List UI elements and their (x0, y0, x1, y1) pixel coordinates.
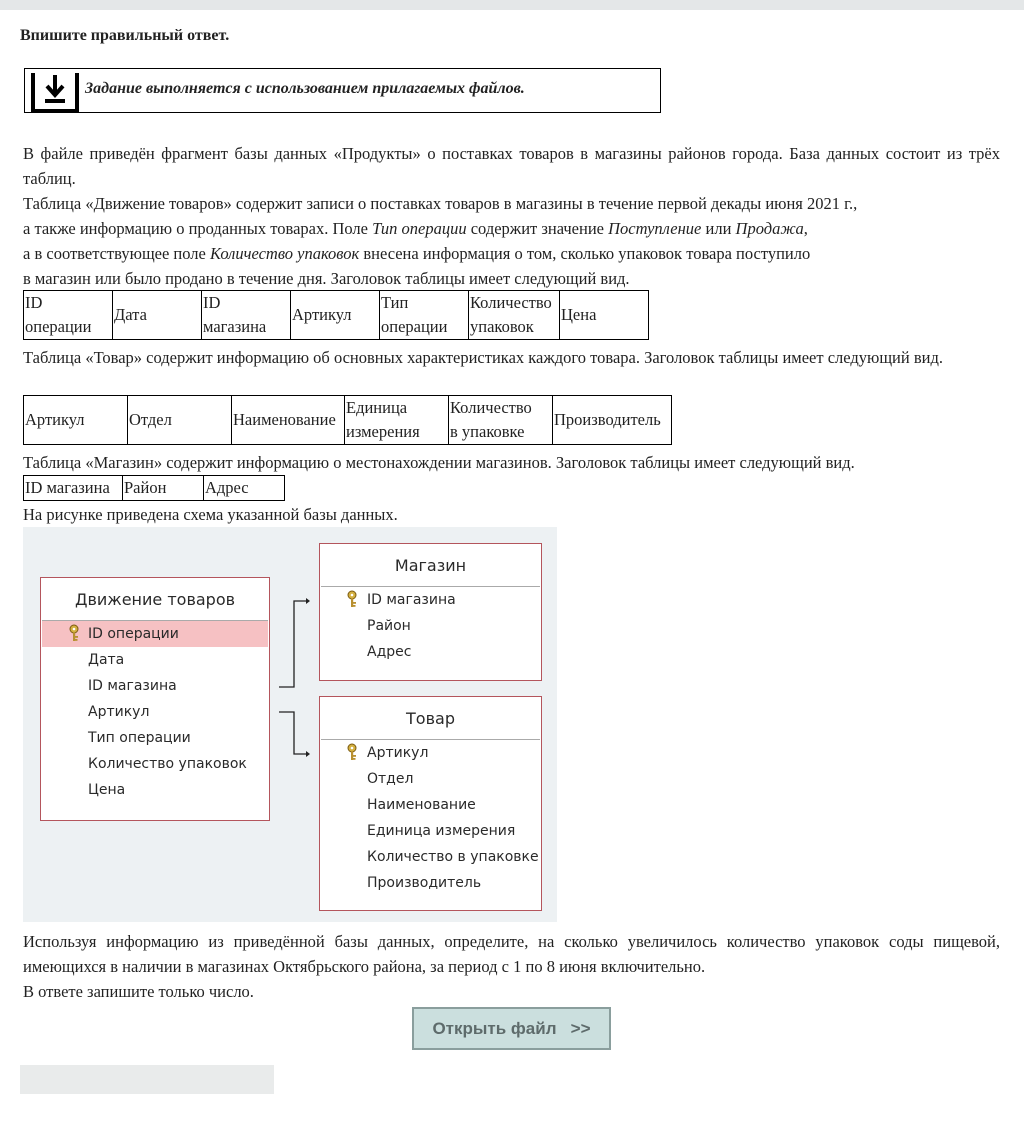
entity-title: Магазин (321, 544, 540, 587)
download-icon (30, 71, 80, 113)
entity-title: Движение товаров (42, 578, 268, 621)
header-cell: ID операции (24, 291, 113, 340)
text-fragment: а в соответствующее поле (23, 244, 210, 263)
text-fragment: внесена информация о том, сколько упаковок товара поступило (359, 244, 811, 263)
entity-field-pk: ID магазина (320, 587, 541, 613)
header-cell: Район (123, 476, 204, 501)
term-package-count: Количество упаковок (209, 244, 360, 263)
entity-field: ID магазина (88, 678, 177, 694)
header-cell: Производитель (553, 396, 672, 445)
term-receipt: Поступление (608, 219, 702, 238)
open-file-button[interactable]: Открыть файл >> (412, 1007, 611, 1050)
entity-field: Дата (88, 652, 125, 668)
header-cell: Наименование (232, 396, 345, 445)
header-cell: ID магазина (202, 291, 291, 340)
text-line: Таблица «Движение товаров» содержит записи о поставках товаров в магазины в течение первой декады июня 2021 г., (23, 194, 858, 213)
header-cell: Отдел (128, 396, 232, 445)
term-sale: Продажа (735, 219, 804, 238)
entity-field: Производитель (367, 875, 482, 891)
question-text: Используя информацию из приведённой базы данных, определите, на сколько увеличилось количество упаковок соды пищевой, имеющихся в наличии в магазинах Октябрьского района, за период с 1 по 8 июня включительно. (23, 932, 1000, 976)
entity-movement (40, 577, 270, 821)
entity-field-pk: ID операции (42, 621, 268, 647)
entity-store (319, 543, 542, 681)
header-cell: Единица измерения (345, 396, 449, 445)
header-cell: Количество в упаковке (449, 396, 553, 445)
paragraph-movement (23, 191, 1000, 291)
file-notice-text: Задание выполняется с использованием прилагаемых файлов. (85, 80, 525, 97)
key-icon (346, 590, 358, 608)
paragraph-store: Таблица «Магазин» содержит информацию о местонахождении магазинов. Заголовок таблицы имеет следующий вид. (23, 453, 855, 472)
header-cell: Количество упаковок (469, 291, 560, 340)
header-cell: Дата (113, 291, 202, 340)
paragraph-goods: Таблица «Товар» содержит информацию об основных характеристиках каждого товара. Заголовок таблицы имеет следующий вид. (23, 348, 943, 367)
entity-field: Цена (88, 782, 126, 798)
entity-field: Артикул (88, 704, 150, 720)
header-cell: ID магазина (24, 476, 123, 501)
entity-field: Тип операции (88, 730, 191, 746)
goods-table-header (23, 395, 672, 445)
paragraph-intro: В файле приведён фрагмент базы данных «Продукты» о поставках товаров в магазины районов города. База данных состоит из трёх таблиц. (23, 144, 1000, 188)
header-cell: Артикул (291, 291, 380, 340)
key-icon (68, 624, 80, 642)
paragraph-schema: На рисунке приведена схема указанной базы данных. (23, 505, 398, 524)
store-table-header (23, 475, 285, 501)
entity-field: Наименование (367, 797, 476, 813)
database-schema (23, 527, 557, 922)
text-fragment: а также информацию о проданных товарах. Поле (23, 219, 373, 238)
entity-field: Отдел (367, 771, 414, 787)
entity-field: Адрес (367, 644, 412, 660)
top-bar (0, 0, 1024, 10)
text-fragment: или (701, 219, 736, 238)
entity-field: Количество упаковок (88, 756, 247, 772)
entity-goods (319, 696, 542, 911)
key-icon (346, 743, 358, 761)
term-operation-type: Тип операции (372, 219, 467, 238)
instruction-text: Впишите правильный ответ. (20, 27, 230, 44)
text-fragment: содержит значение (466, 219, 609, 238)
header-cell: Артикул (24, 396, 128, 445)
header-cell: Адрес (204, 476, 285, 501)
movement-table-header (23, 290, 649, 340)
answer-area[interactable] (20, 1065, 274, 1094)
entity-field-pk: Артикул (320, 740, 541, 766)
header-cell: Цена (560, 291, 649, 340)
entity-field: Количество в упаковке (367, 849, 539, 865)
answer-note: В ответе запишите только число. (23, 982, 254, 1001)
text-line: в магазин или было продано в течение дня. Заголовок таблицы имеет следующий вид. (23, 269, 630, 288)
entity-field: Район (367, 618, 411, 634)
entity-field: Единица измерения (367, 823, 516, 839)
header-cell: Тип операции (380, 291, 469, 340)
text-fragment: , (803, 219, 808, 238)
file-notice-box (24, 68, 661, 113)
entity-title: Товар (321, 697, 540, 740)
